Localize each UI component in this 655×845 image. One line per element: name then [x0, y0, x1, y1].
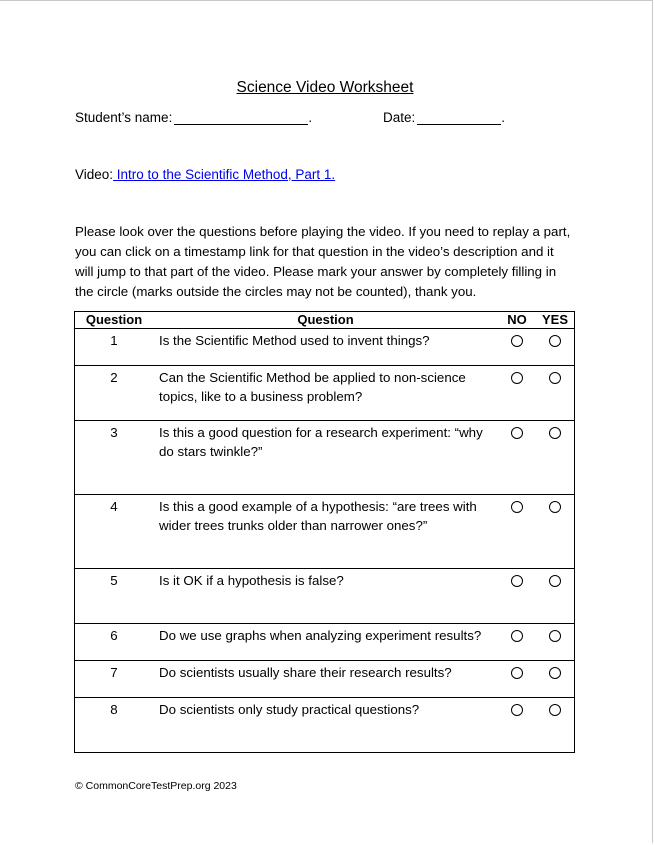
date-label: Date: [383, 110, 416, 125]
question-number: 8 [75, 698, 154, 753]
instructions-paragraph: Please look over the questions before playing the video. If you need to replay a part, you can click on a timestamp link for that question in the video’s description and it will jump to that part of the video. Please mark your answer by completely filling in the circle (marks outside the circles may not be counted), thank you. [75, 224, 571, 299]
video-label: Video: [75, 167, 114, 182]
question-number: 1 [75, 329, 154, 366]
date-tail: . [501, 110, 506, 125]
student-name-field [75, 110, 312, 125]
question-text: Do we use graphs when analyzing experiment results? [153, 624, 498, 661]
table-row [75, 329, 575, 366]
no-answer-circle[interactable] [511, 372, 523, 384]
question-number: 3 [75, 421, 154, 495]
table-header-row [75, 312, 575, 329]
header-question-number: Question [75, 312, 154, 329]
no-answer-circle[interactable] [511, 427, 523, 439]
table-row [75, 698, 575, 753]
no-answer-circle[interactable] [511, 335, 523, 347]
date-field [383, 110, 505, 125]
table-row [75, 421, 575, 495]
question-text: Is this a good question for a research experiment: “why do stars twinkle?” [153, 421, 498, 495]
header-question: Question [153, 312, 498, 329]
question-number: 7 [75, 661, 154, 698]
student-name-label: Student’s name: [75, 110, 173, 125]
video-line [75, 167, 335, 182]
question-text: Is it OK if a hypothesis is false? [153, 569, 498, 624]
yes-answer-circle[interactable] [549, 372, 561, 384]
student-name-tail: . [308, 110, 313, 125]
yes-answer-circle[interactable] [549, 667, 561, 679]
yes-answer-circle[interactable] [549, 630, 561, 642]
no-answer-circle[interactable] [511, 667, 523, 679]
no-answer-circle[interactable] [511, 630, 523, 642]
question-number: 2 [75, 366, 154, 421]
question-table [74, 311, 575, 753]
question-text: Is this a good example of a hypothesis: “are trees with wider trees trunks older than narrower ones?” [153, 495, 498, 569]
no-answer-circle[interactable] [511, 575, 523, 587]
question-number: 6 [75, 624, 154, 661]
question-text: Do scientists usually share their research results? [153, 661, 498, 698]
question-number: 4 [75, 495, 154, 569]
question-text: Do scientists only study practical questions? [153, 698, 498, 753]
yes-answer-circle[interactable] [549, 704, 561, 716]
table-row [75, 624, 575, 661]
student-name-blank[interactable] [174, 110, 308, 125]
table-row [75, 366, 575, 421]
table-row [75, 661, 575, 698]
question-number: 5 [75, 569, 154, 624]
no-answer-circle[interactable] [511, 501, 523, 513]
yes-answer-circle[interactable] [549, 575, 561, 587]
header-no: NO [498, 312, 536, 329]
question-text: Can the Scientific Method be applied to non-science topics, like to a business problem? [153, 366, 498, 421]
copyright-notice: © CommonCoreTestPrep.org 2023 [75, 780, 237, 792]
date-blank[interactable] [417, 110, 501, 125]
table-row [75, 495, 575, 569]
yes-answer-circle[interactable] [549, 427, 561, 439]
no-answer-circle[interactable] [511, 704, 523, 716]
yes-answer-circle[interactable] [549, 335, 561, 347]
table-row [75, 569, 575, 624]
page-title: Science Video Worksheet [236, 79, 414, 96]
header-yes: YES [536, 312, 575, 329]
question-text: Is the Scientific Method used to invent things? [153, 329, 498, 366]
video-link[interactable]: Intro to the Scientific Method, Part 1. [113, 167, 336, 182]
yes-answer-circle[interactable] [549, 501, 561, 513]
